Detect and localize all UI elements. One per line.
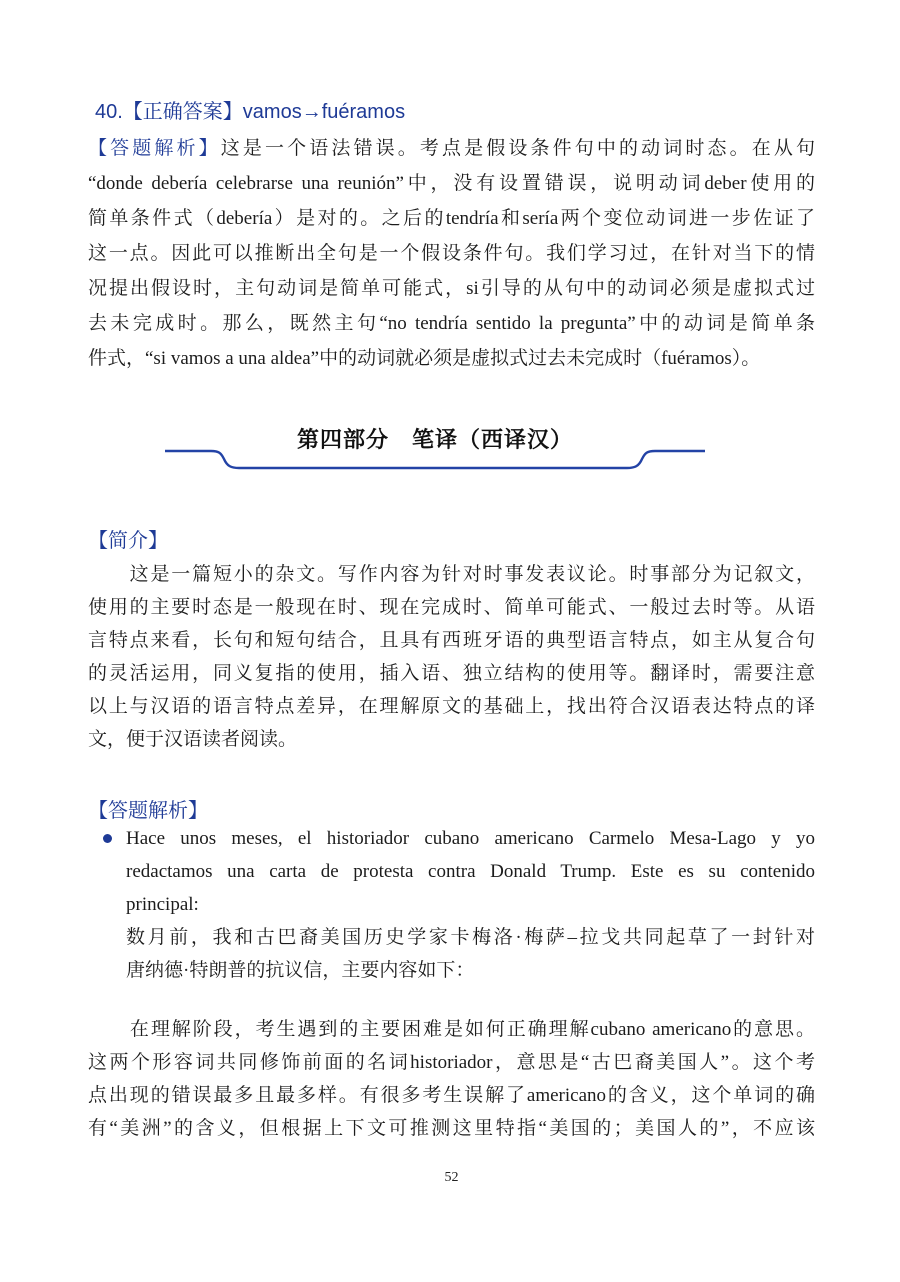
text-line: 【答题解析】这是一个语法错误。考点是假设条件句中的动词时态。在从句	[88, 138, 815, 159]
text-line: 文，便于汉语读者阅读。	[88, 729, 298, 750]
text-line: 去未完成时。那么，既然主句“no tendría sentido la pregunta”中的动词是简单条	[88, 313, 815, 334]
text-line: “donde debería celebrarse una reunión”中，没有设置错误，说明动词deber使用的	[88, 173, 815, 194]
text-line: 以上与汉语的语言特点差异，在理解原文的基础上，找出符合汉语表达特点的译	[88, 696, 815, 717]
text-line: 有“美洲”的含义，但根据上下文可推测这里特指“美国的；美国人的”，不应该	[88, 1118, 815, 1139]
bullet-item	[88, 822, 815, 987]
analysis-label: 【答题解析】	[88, 800, 208, 822]
section-title: 第四部分 笔译（西译汉）	[296, 427, 573, 452]
section-header	[165, 428, 705, 472]
text-line: Hace unos meses, el historiador cubano americano Carmelo Mesa-Lago y yo	[126, 828, 815, 849]
text-line: 使用的主要时态是一般现在时、现在完成时、简单可能式、一般过去时等。从语	[88, 597, 815, 618]
page-content	[0, 100, 900, 1187]
text-line: 这一点。因此可以推断出全句是一个假设条件句。我们学习过，在针对当下的情	[88, 243, 815, 264]
text-line: 言特点来看，长句和短句结合，且具有西班牙语的典型语言特点，如主从复合句	[88, 630, 815, 651]
text-line: 唐纳德·特朗普的抗议信，主要内容如下：	[126, 960, 475, 981]
text-line: principal:	[126, 894, 199, 915]
bullet-circle-icon	[103, 834, 112, 843]
intro-label: 【简介】	[88, 530, 168, 552]
text-line: 这两个形容词共同修饰前面的名词historiador，意思是“古巴裔美国人”。这个考	[88, 1052, 815, 1073]
text-line: 的灵活运用，同义复指的使用，插入语、独立结构的使用等。翻译时，需要注意	[88, 663, 815, 684]
bullet-text	[126, 822, 815, 987]
answer-analysis-paragraph	[88, 131, 815, 376]
intro-paragraph	[88, 558, 815, 756]
text-line: 点出现的错误最多且最多样。有很多考生误解了americano的含义，这个单词的确	[88, 1085, 815, 1106]
correct-answer-heading: 40.【正确答案】vamos→fuéramos	[95, 101, 406, 123]
text-line: 这是一篇短小的杂文。写作内容为针对时事发表议论。时事部分为记叙文，	[88, 564, 815, 585]
text-line: 简单条件式（debería）是对的。之后的tendría和sería两个变位动词进一步佐证了	[88, 208, 815, 229]
text-line: 在理解阶段，考生遇到的主要困难是如何正确理解cubano americano的意思。	[88, 1019, 815, 1040]
text-line: 件式，“si vamos a una aldea”中的动词就必须是虚拟式过去未完成时（fuéramos）。	[88, 348, 761, 369]
page-number: 52	[444, 1170, 459, 1185]
text-line: redactamos una carta de protesta contra Donald Trump. Este es su contenido	[126, 861, 815, 882]
text-line: 况提出假设时，主句动词是简单可能式，si引导的从句中的动词必须是虚拟式过	[88, 278, 815, 299]
analysis-followup-paragraph	[88, 1013, 815, 1145]
inline-analysis-label: 【答题解析】	[88, 138, 221, 159]
text-line: 数月前，我和古巴裔美国历史学家卡梅洛·梅萨–拉戈共同起草了一封针对	[126, 927, 815, 948]
